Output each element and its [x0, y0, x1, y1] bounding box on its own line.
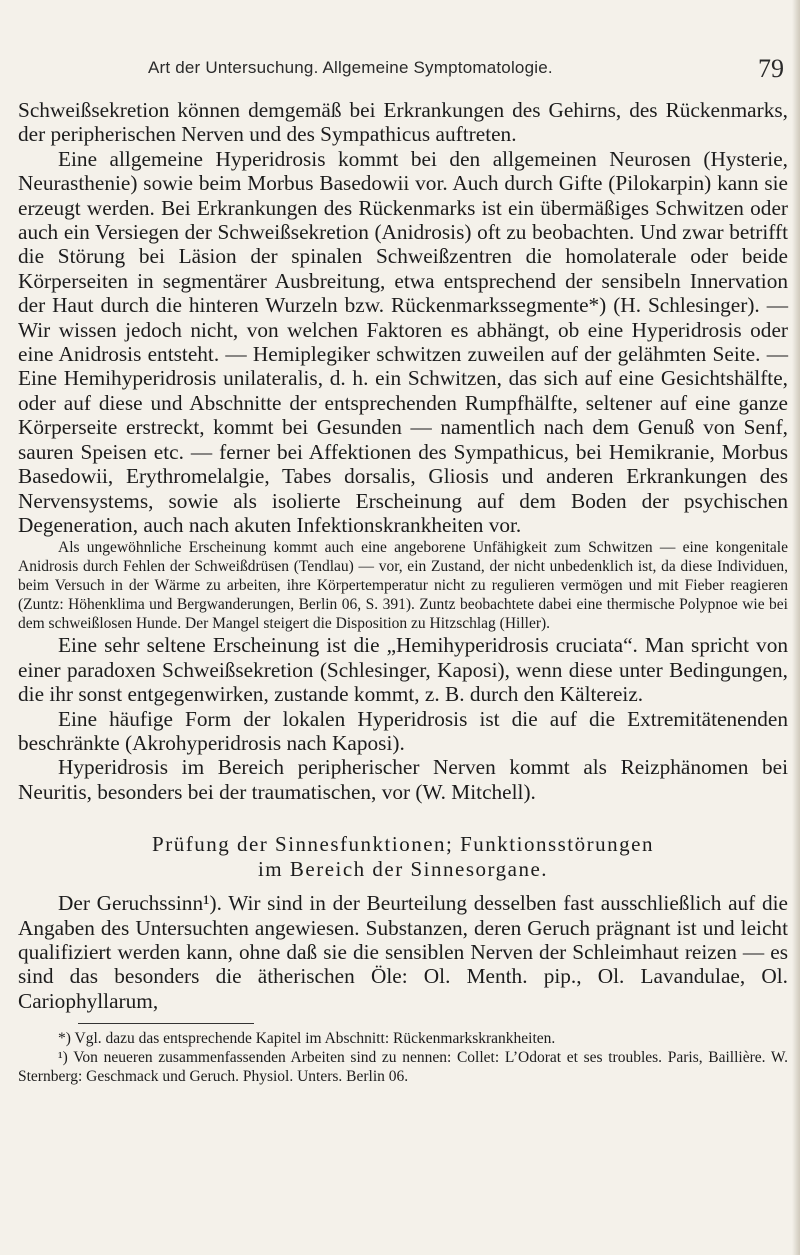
- footnote-rule: [78, 1023, 254, 1024]
- page-number: 79: [758, 54, 784, 83]
- paragraph-cruciata: Eine sehr seltene Erscheinung ist die „Hemihyperidrosis cruciata“. Man spricht von einer paradoxen Schweißsekretion (Schlesinger, Kaposi), wenn diese unter Bedingungen, die ihr sonst entgegenwirken, zustande kommt, z. B. durch den Kältereiz.: [18, 633, 788, 707]
- footnote-1: ¹) Von neueren zusammenfassenden Arbeiten sind zu nennen: Collet: L’Odorat et ses troubles. Paris, Baillière. W. Sternberg: Geschmack und Geruch. Physiol. Unters. Berlin 06.: [18, 1049, 788, 1086]
- section-heading-line2: im Bereich der Sinnesorgane.: [257, 856, 549, 881]
- paragraph-hyperidrosis: Eine allgemeine Hyperidrosis kommt bei den allgemeinen Neurosen (Hysterie, Neurasthenie) sowie beim Morbus Basedowii vor. Auch durch Gifte (Pilokarpin) kann sie erzeugt werden. Bei Erkrankungen des Rückenmarks ist ein übermäßiges Schwitzen oder auch ein Versiegen der Schweißsekretion (Anidrosis) oft zu beobachten. Und zwar betrifft die Störung bei Läsion der spinalen Schweißzentren die homolaterale oder beide Körperseiten in segmentärer Ausbreitung, etwa entsprechend der sensibeln Innervation der Haut durch die hinteren Wurzeln bzw. Rückenmarkssegmente*) (H. Schlesinger). — Wir wissen jedoch nicht, von welchen Faktoren es abhängt, ob eine Hyperidrosis oder eine Anidrosis entsteht. — Hemiplegiker schwitzen zuweilen auf der gelähmten Seite. — Eine Hemihyperidrosis unilateralis, d. h. ein Schwitzen, das sich auf eine Gesichtshälfte, oder auf diese und Abschnitte der entsprechenden Rumpfhälfte, seltener auf eine ganze Körperseite erstreckt, kommt bei Gesunden — namentlich nach dem Genuß von Senf, sauren Speisen etc. — ferner bei Affektionen des Sympathicus, bei Hemikranie, Morbus Basedowii, Erythromelalgie, Tabes dorsalis, Gliosis und anderen Erkrankungen des Nervensystems, sowie als isolierte Erscheinung auf dem Boden der psychischen Degeneration, auch nach akuten Infektionskrankheiten vor.: [18, 146, 788, 537]
- paragraph-intro: Schweißsekretion können demgemäß bei Erkrankungen des Gehirns, des Rückenmarks, der peripherischen Nerven und des Sympathicus auftreten.: [18, 98, 788, 147]
- paragraph-geruchssinn: Der Geruchssinn¹). Wir sind in der Beurteilung desselben fast ausschließlich auf die Angaben des Untersuchten angewiesen. Substanzen, deren Geruch prägnant ist und leicht qualifiziert werden kann, ohne daß sie die sensiblen Nerven der Schleimhaut reizen — es sind das besonders die ätherischen Öle: Ol. Menth. pip., Ol. Lavandulae, Ol. Cariophyllarum,: [18, 891, 788, 1013]
- footnote-star: *) Vgl. dazu das entsprechende Kapitel im Abschnitt: Rückenmarkskrankheiten.: [58, 1030, 556, 1048]
- book-page: [18, 0, 788, 1255]
- page-edge-shadow: [792, 0, 800, 1255]
- paragraph-peripheral: Hyperidrosis im Bereich peripherischer Nerven kommt als Reizphänomen bei Neuritis, besonders bei der traumatischen, vor (W. Mitchell).: [18, 755, 788, 804]
- section-heading-line1: Prüfung der Sinnesfunktionen; Funktionsstörungen: [152, 832, 654, 857]
- paragraph-small-anidrosis: Als ungewöhnliche Erscheinung kommt auch eine angeborene Unfähigkeit zum Schwitzen — eine kongenitale Anidrosis durch Fehlen der Schweißdrüsen (Tendlau) — vor, ein Zustand, der nicht unbedenklich ist, da diese Individuen, beim Versuch in der Wärme zu arbeiten, ihre Körpertemperatur nicht zu regulieren vermögen und mit Fieber reagieren (Zuntz: Höhenklima und Bergwanderungen, Berlin 06, S. 391). Zuntz beobachtete dabei eine thermische Polypnoe wie bei dem schweißlosen Hunde. Der Mangel steigert die Disposition zu Hitzschlag (Hiller).: [18, 539, 788, 632]
- body-text: [18, 98, 788, 1086]
- paragraph-akrohyperidrosis: Eine häufige Form der lokalen Hyperidrosis ist die auf die Extremitätenenden beschränkte (Akrohyperidrosis nach Kaposi).: [18, 706, 788, 755]
- running-title: Art der Untersuchung. Allgemeine Symptomatologie.: [148, 58, 553, 77]
- section-heading: [18, 832, 788, 881]
